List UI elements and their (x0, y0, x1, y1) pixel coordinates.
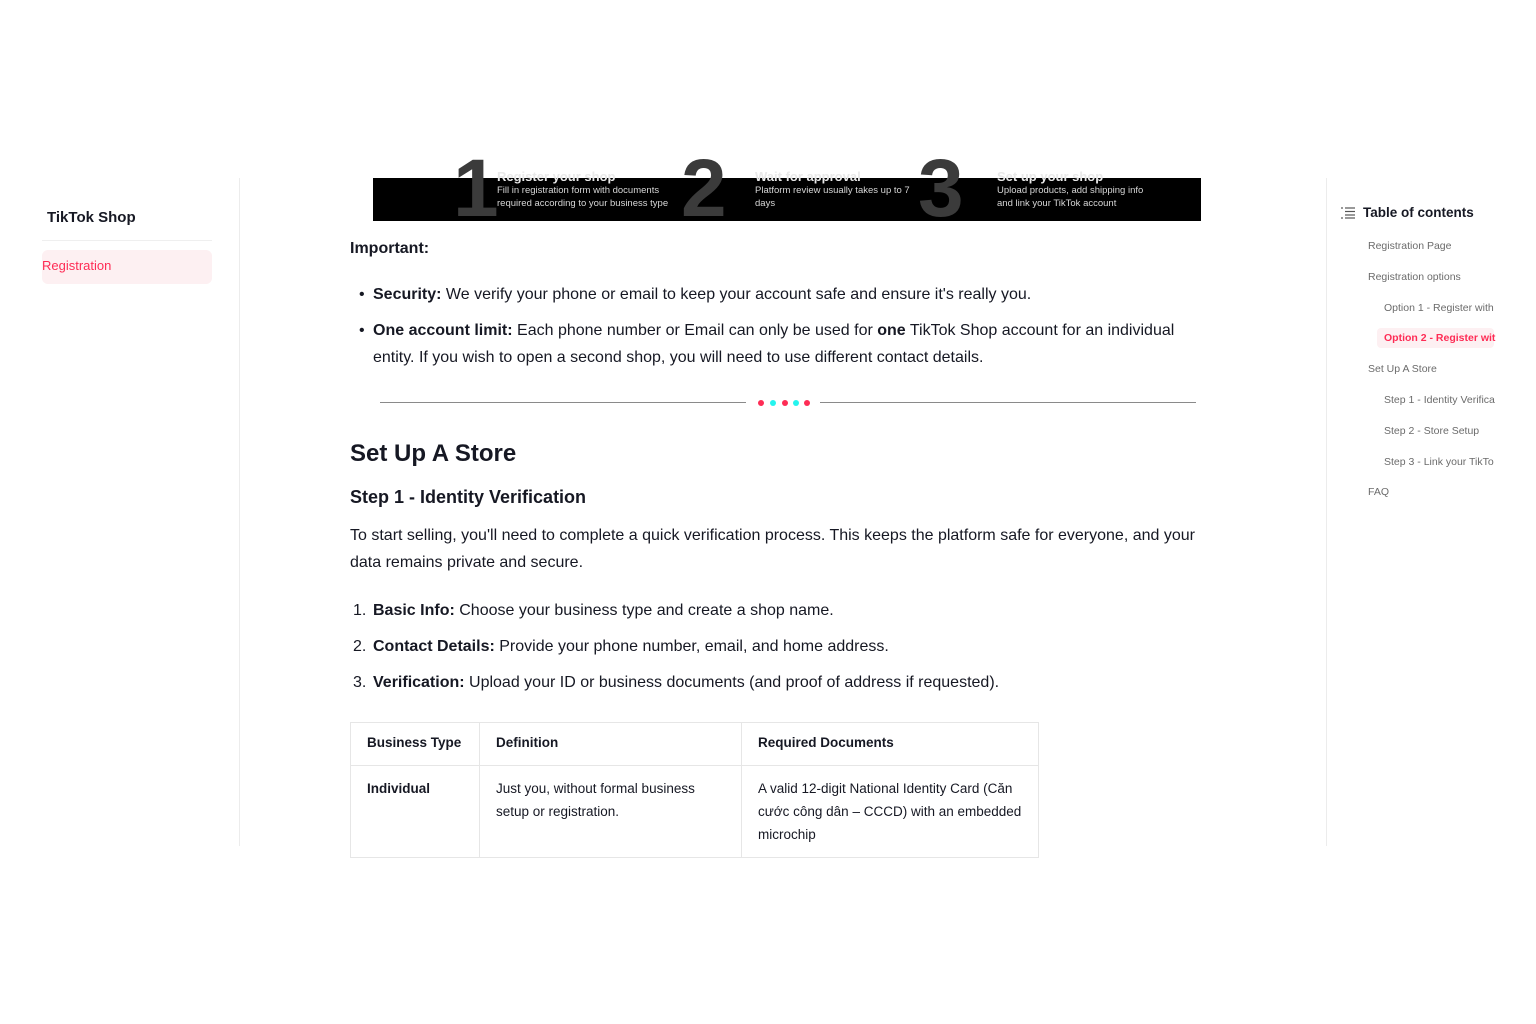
toc-item-step-1[interactable]: Step 1 - Identity Verifica (1384, 394, 1495, 406)
banner-step-title: Register your shop (497, 169, 616, 184)
divider-dot (758, 400, 764, 406)
document-page (0, 143, 1536, 846)
left-sidebar (0, 178, 240, 846)
divider-dot (804, 400, 810, 406)
sidebar-item-label: Registration (42, 258, 112, 273)
list-item: 1. Basic Info: Choose your business type and create a shop name. (353, 602, 834, 619)
toc-item-registration-options[interactable]: Registration options (1368, 271, 1461, 283)
divider-dot (770, 400, 776, 406)
banner-step-desc: Upload products, add shipping info and link your TikTok account (997, 185, 1144, 209)
table-of-contents (1326, 178, 1536, 846)
table-row (351, 766, 1039, 858)
divider-dot (793, 400, 799, 406)
list-icon (1341, 207, 1355, 219)
banner-step-title: Wait for approval (755, 169, 861, 184)
main-content (240, 143, 1326, 846)
sidebar-item-registration[interactable] (42, 250, 212, 284)
toc-item-faq[interactable]: FAQ (1368, 486, 1390, 498)
toc-item-option-1[interactable]: Option 1 - Register with (1384, 302, 1494, 314)
important-label: Important: (350, 240, 430, 257)
section-divider (380, 402, 1196, 403)
banner-step-number: 2 (681, 143, 727, 234)
banner-step-desc: Fill in registration form with documents required according to your business type (497, 185, 669, 209)
list-item: 3. Verification: Upload your ID or business documents (and proof of address if requested). (353, 674, 1000, 691)
toc-item-step-3[interactable]: Step 3 - Link your TikTo (1384, 456, 1494, 468)
step-heading: Step 1 - Identity Verification (350, 487, 587, 507)
intro-paragraph: To start selling, you'll need to complete a quick verification process. This keeps the platform safe for everyone, and your data remains private and secure. (350, 527, 1195, 571)
sidebar-title: TikTok Shop (47, 209, 136, 226)
table-header-cell: Required Documents (742, 723, 1039, 766)
list-item: 2. Contact Details: Provide your phone number, email, and home address. (353, 638, 889, 655)
sidebar-divider (42, 240, 212, 241)
table-cell: Individual (351, 766, 480, 858)
table-header-cell: Definition (480, 723, 742, 766)
table-cell: A valid 12-digit National Identity Card (Căn cước công dân – CCCD) with an embedded microchip (742, 766, 1039, 858)
banner-step-desc: Platform review usually takes up to 7 days (755, 185, 910, 209)
list-item: • One account limit: Each phone number or Email can only be used for one TikTok Shop account for an individual entity. If you wish to open a second shop, you will need to use different contact details. (350, 317, 1200, 371)
section-heading: Set Up A Store (350, 440, 517, 467)
table-header-row (351, 723, 1039, 766)
toc-item-option-2[interactable]: Option 2 - Register wit (1377, 328, 1494, 348)
table-header-cell: Business Type (351, 723, 480, 766)
banner-step-number: 1 (453, 143, 499, 234)
toc-item-registration-page[interactable]: Registration Page (1368, 240, 1452, 252)
banner-step-title: Set up your shop (997, 169, 1104, 184)
banner-step-number: 3 (918, 143, 964, 234)
important-list (350, 281, 1200, 380)
steps-banner-image (373, 143, 1201, 234)
divider-dot (782, 400, 788, 406)
toc-title: Table of contents (1363, 205, 1474, 220)
table-cell: Just you, without formal business setup or registration. (480, 766, 742, 858)
steps-list (350, 597, 1200, 705)
business-type-table (350, 722, 1039, 858)
toc-item-set-up-a-store[interactable]: Set Up A Store (1368, 363, 1437, 375)
toc-item-step-2[interactable]: Step 2 - Store Setup (1384, 425, 1480, 437)
list-item: • Security: We verify your phone or email to keep your account safe and ensure it's really you. (350, 281, 1200, 308)
